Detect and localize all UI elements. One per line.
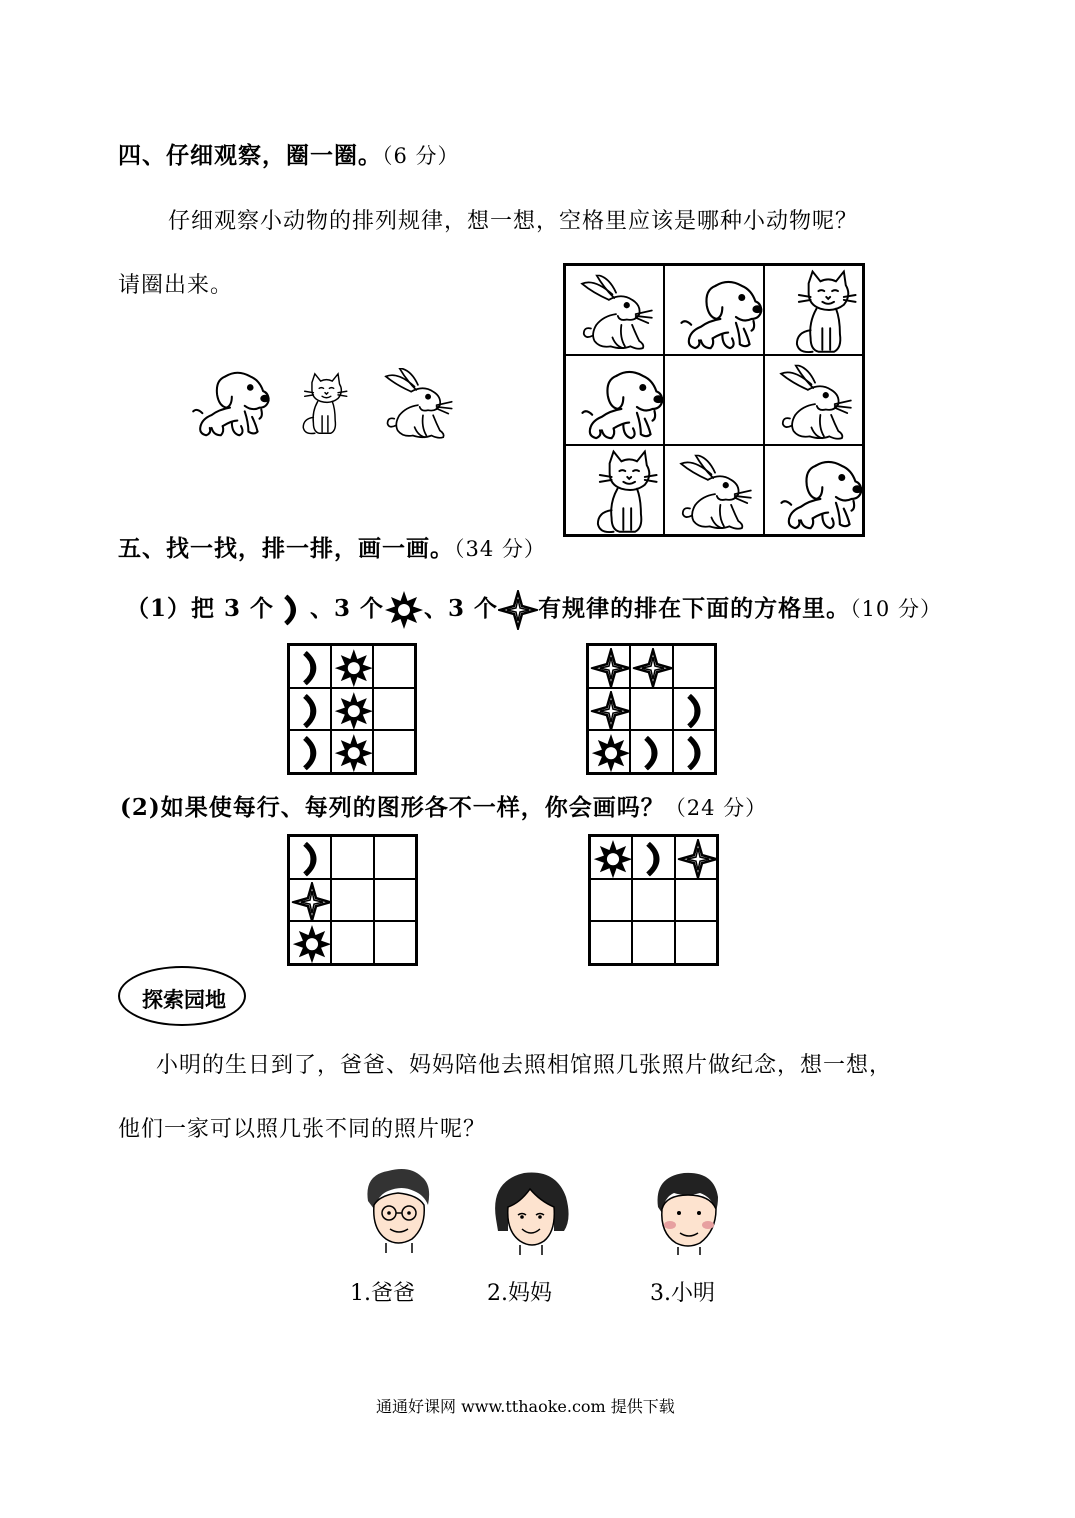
grid-cell xyxy=(588,730,630,773)
grid-cell[interactable] xyxy=(373,645,415,688)
animal-pattern-grid xyxy=(563,263,865,537)
dog-icon xyxy=(566,356,663,444)
grid-cell[interactable] xyxy=(374,836,416,879)
grid-cell xyxy=(632,836,674,879)
sun-icon xyxy=(332,731,372,772)
section4-instruction: 仔细观察小动物的排列规律，想一想，空格里应该是哪种小动物呢？ xyxy=(168,209,859,234)
label-father: 1.爸爸 xyxy=(350,1281,415,1306)
grid-cell-dog xyxy=(764,445,863,535)
grid-cell xyxy=(289,730,331,773)
grid-cell[interactable] xyxy=(632,879,674,922)
grid-cell xyxy=(630,645,672,688)
grid-cell[interactable] xyxy=(373,730,415,773)
grid-cell[interactable] xyxy=(331,921,373,964)
grid-cell[interactable] xyxy=(632,921,674,964)
explore-text2: 他们一家可以照几张不同的照片呢？ xyxy=(118,1117,487,1142)
q1-text xyxy=(126,590,942,630)
grid-cell xyxy=(630,730,672,773)
mother-face-icon xyxy=(490,1167,572,1257)
grid-cell[interactable] xyxy=(331,836,373,879)
q1-mid2: 、3 个 xyxy=(424,595,499,622)
xiaoming-portrait xyxy=(650,1167,726,1257)
moon-icon xyxy=(290,837,330,878)
grid-cell xyxy=(289,836,331,879)
rabbit-icon xyxy=(665,446,762,534)
grid-cell[interactable] xyxy=(374,879,416,922)
moon-icon xyxy=(274,591,310,629)
sun-icon xyxy=(332,646,372,687)
grid-cell[interactable] xyxy=(630,688,672,731)
grid-cell-rabbit xyxy=(565,265,664,355)
xiaoming-face-icon xyxy=(650,1167,726,1257)
grid-cell[interactable] xyxy=(373,688,415,731)
star-icon xyxy=(589,689,629,730)
grid-cell xyxy=(588,645,630,688)
q1-mid1: 、3 个 xyxy=(310,595,385,622)
label-mother: 2.妈妈 xyxy=(487,1281,552,1306)
grid-cell[interactable] xyxy=(675,879,717,922)
moon-icon xyxy=(674,731,714,772)
grid-cell xyxy=(590,836,632,879)
q2-grid-a xyxy=(287,834,418,966)
cat-icon xyxy=(765,266,862,354)
cat-icon xyxy=(566,446,663,534)
grid-cell-dog xyxy=(664,265,763,355)
grid-cell-cat xyxy=(565,445,664,535)
sun-icon xyxy=(290,922,330,963)
section4-title-text: 四、仔细观察，圈一圈。 xyxy=(118,142,382,169)
section4-title xyxy=(118,137,460,170)
dog-icon xyxy=(665,266,762,354)
grid-cell xyxy=(289,645,331,688)
option-dog[interactable] xyxy=(184,364,276,444)
grid-cell-rabbit xyxy=(764,355,863,445)
grid-cell xyxy=(673,688,715,731)
option-rabbit[interactable] xyxy=(380,368,466,444)
star-icon xyxy=(290,880,330,921)
father-face-icon xyxy=(358,1165,438,1255)
section4-points: （6 分） xyxy=(382,144,460,168)
moon-icon xyxy=(674,689,714,730)
sun-icon xyxy=(589,731,629,772)
mother-portrait xyxy=(490,1167,572,1257)
q1-grid-a xyxy=(287,643,417,775)
star-icon xyxy=(676,837,716,878)
section5-title-text: 五、找一找，排一排，画一画。 xyxy=(118,535,454,562)
rabbit-icon xyxy=(765,356,862,444)
sun-icon xyxy=(384,590,424,630)
star-icon xyxy=(589,646,629,687)
grid-cell-rabbit xyxy=(664,445,763,535)
q2-text-content: (2)如果使每行、每列的图形各不一样，你会画吗？ xyxy=(120,794,665,821)
q1-grid-b xyxy=(586,643,717,775)
grid-cell xyxy=(331,688,373,731)
moon-icon xyxy=(633,837,673,878)
grid-cell xyxy=(675,836,717,879)
grid-cell xyxy=(673,730,715,773)
grid-cell-dog xyxy=(565,355,664,445)
grid-cell-cat xyxy=(764,265,863,355)
grid-cell xyxy=(588,688,630,731)
grid-cell[interactable] xyxy=(590,921,632,964)
moon-icon xyxy=(631,731,671,772)
sun-icon xyxy=(332,689,372,730)
grid-cell-empty[interactable] xyxy=(664,355,763,445)
grid-cell xyxy=(289,688,331,731)
grid-cell xyxy=(289,921,331,964)
footer-text: 通通好课网 www.tthaoke.com 提供下载 xyxy=(376,1397,675,1416)
rabbit-icon xyxy=(566,266,663,354)
grid-cell[interactable] xyxy=(675,921,717,964)
moon-icon xyxy=(290,689,330,730)
q2-points: （24 分） xyxy=(664,796,768,820)
moon-icon xyxy=(290,731,330,772)
q2-grid-b xyxy=(588,834,719,966)
grid-cell[interactable] xyxy=(673,645,715,688)
rabbit-icon xyxy=(380,368,466,444)
section5-points: （34 分） xyxy=(454,537,546,561)
option-cat[interactable] xyxy=(296,364,354,446)
sun-icon xyxy=(591,837,631,878)
explore-text1: 小明的生日到了，爸爸、妈妈陪他去照相馆照几张照片做纪念，想一想， xyxy=(156,1053,893,1078)
star-icon xyxy=(498,590,538,630)
q1-prefix: （1）把 3 个 xyxy=(126,595,275,622)
grid-cell xyxy=(331,645,373,688)
grid-cell xyxy=(331,730,373,773)
cat-icon xyxy=(296,364,354,446)
section5-title xyxy=(118,530,546,563)
grid-cell[interactable] xyxy=(331,879,373,922)
star-icon xyxy=(631,646,671,687)
father-portrait xyxy=(358,1165,438,1255)
section4-instruction2: 请圈出来。 xyxy=(118,273,234,298)
q1-points: （10 分） xyxy=(850,597,942,621)
dog-icon xyxy=(765,446,862,534)
explore-badge: 探索园地 xyxy=(142,987,226,1012)
q1-suffix: 有规律的排在下面的方格里。 xyxy=(538,595,851,622)
grid-cell[interactable] xyxy=(590,879,632,922)
moon-icon xyxy=(290,646,330,687)
label-xiaoming: 3.小明 xyxy=(650,1281,715,1306)
dog-icon xyxy=(184,364,276,444)
grid-cell[interactable] xyxy=(374,921,416,964)
q2-text xyxy=(120,789,767,822)
grid-cell xyxy=(289,879,331,922)
